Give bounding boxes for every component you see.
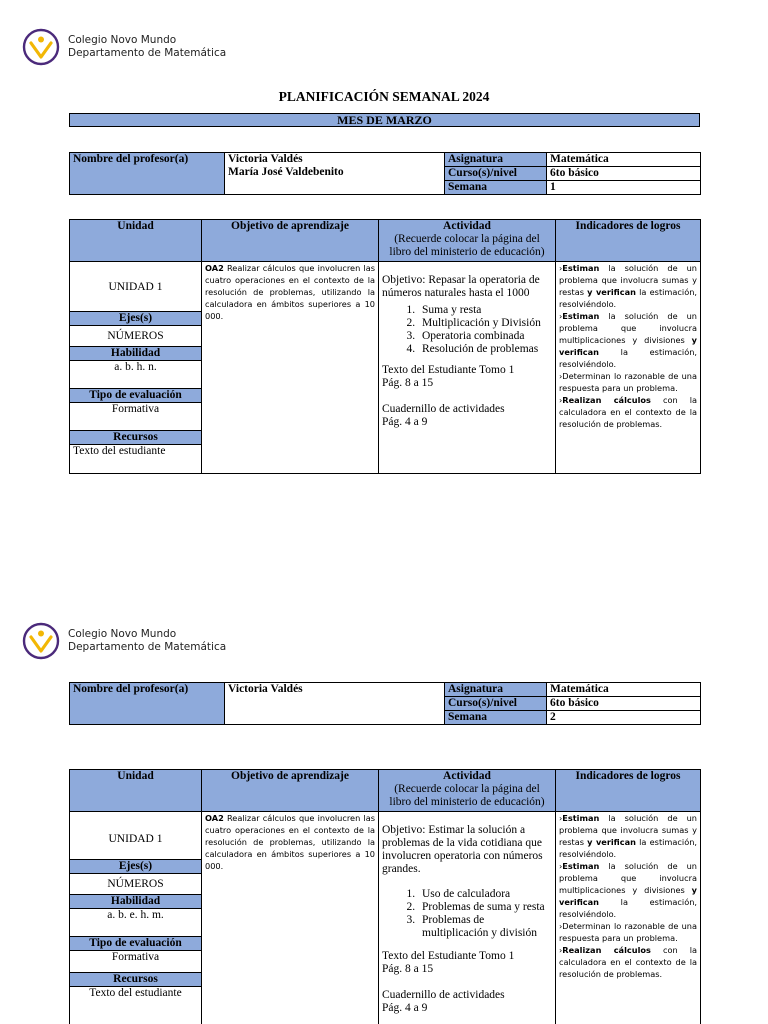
- unit-cell: [70, 262, 202, 474]
- department-name: Departamento de Matemática: [68, 47, 227, 59]
- skill-label: Habilidad: [70, 895, 201, 909]
- indicator-item: ›Estiman la solución de un problema que involucra multiplicaciones y divisiones y verifican la estimación, resolviéndolo.: [559, 311, 697, 369]
- list-item: 2. Multiplicación y División: [418, 317, 552, 330]
- workbook-pages: Pág. 4 a 9: [382, 1002, 428, 1014]
- indicators-header: Indicadores de logros: [556, 770, 701, 812]
- axes-label: Ejes(s): [70, 860, 201, 874]
- objective-cell: [202, 812, 379, 1024]
- week-label: Semana: [445, 711, 547, 725]
- objective-header: Objetivo de aprendizaje: [202, 220, 379, 262]
- teacher-label: Nombre del profesor(a): [70, 153, 225, 195]
- eval-value: Formativa: [70, 951, 201, 973]
- month-bar: MES DE MARZO: [69, 113, 700, 127]
- book-ref: Texto del Estudiante Tomo 1: [382, 950, 515, 962]
- planning-table: [69, 769, 701, 1024]
- resources-label: Recursos: [70, 431, 201, 445]
- activity-objective: Objetivo: Estimar la solución a problemas de la vida cotidiana que involucren operatoria con números grandes.: [382, 824, 543, 875]
- subject-label: Asignatura: [445, 153, 547, 167]
- indicator-item: ›Estiman la solución de un problema que involucra sumas y restas y verifican la estimación, resolviéndolo.: [559, 263, 697, 309]
- subject-value: Matemática: [547, 683, 701, 697]
- list-item: 4. Resolución de problemas: [418, 343, 552, 356]
- subject-value: Matemática: [547, 153, 701, 167]
- indicator-item: ›Realizan cálculos con la calculadora en el contexto de la resolución de problemas.: [559, 395, 698, 429]
- indicators-header: Indicadores de logros: [556, 220, 701, 262]
- list-item: 1. Uso de calculadora: [418, 888, 552, 901]
- week-value: 2: [547, 711, 701, 725]
- indicator-item: ›Determinan lo razonable de una respuesta para un problema.: [559, 371, 697, 393]
- indicator-item: ›Estiman la solución de un problema que involucra sumas y restas y verifican la estimación, resolviéndolo.: [559, 813, 697, 859]
- teacher-names: Victoria Valdés María José Valdebenito: [225, 153, 445, 195]
- indicators-cell: [556, 812, 701, 1024]
- skill-value: a. b. h. n.: [70, 361, 201, 389]
- activity-header: Actividad (Recuerde colocar la página del libro del ministerio de educación): [379, 770, 556, 812]
- course-value: 6to básico: [547, 697, 701, 711]
- week-label: Semana: [445, 181, 547, 195]
- axes-label: Ejes(s): [70, 312, 201, 326]
- school-header: [22, 28, 322, 68]
- resources-value: Texto del estudiante: [89, 987, 182, 999]
- oa-text: Realizar cálculos que involucren las cuatro operaciones en el contexto de la resolución de problemas, utilizando la calculadora en ámbitos superiores a 10 000.: [205, 263, 375, 321]
- week-value: 1: [547, 181, 701, 195]
- school-header: [22, 622, 322, 662]
- list-item: 3. Problemas de multiplicación y división: [418, 914, 552, 940]
- unit-cell: [70, 812, 202, 1024]
- axis-value: NÚMEROS: [70, 874, 201, 895]
- school-logo-icon: [22, 28, 60, 66]
- unit-header: Unidad: [70, 770, 202, 812]
- workbook-pages: Pág. 4 a 9: [382, 416, 428, 428]
- list-item: 3. Operatoria combinada: [418, 330, 552, 343]
- activity-header: Actividad (Recuerde colocar la página del libro del ministerio de educación): [379, 220, 556, 262]
- school-name: Colegio Novo Mundo: [68, 628, 177, 640]
- school-logo-icon: [22, 622, 60, 660]
- objective-cell: [202, 262, 379, 474]
- indicators-cell: [556, 262, 701, 474]
- eval-label: Tipo de evaluación: [70, 389, 201, 403]
- teacher-info-table: [69, 152, 701, 195]
- book-pages: Pág. 8 a 15: [382, 377, 434, 389]
- teacher-label: Nombre del profesor(a): [70, 683, 225, 725]
- indicator-item: ›Determinan lo razonable de una respuesta para un problema.: [559, 921, 697, 943]
- workbook-ref: Cuadernillo de actividades: [382, 989, 505, 1001]
- department-name: Departamento de Matemática: [68, 641, 227, 653]
- planning-table: [69, 219, 701, 474]
- teacher-info-table: [69, 682, 701, 725]
- list-item: 2. Problemas de suma y resta: [418, 901, 552, 914]
- course-label: Curso(s)/nivel: [445, 697, 547, 711]
- activity-objective: Objetivo: Repasar la operatoria de números naturales hasta el 1000: [382, 274, 540, 299]
- unit-name: UNIDAD 1: [70, 262, 201, 312]
- oa-code: OA2: [205, 813, 224, 823]
- teacher-names: Victoria Valdés: [225, 683, 445, 725]
- list-item: 1. Suma y resta: [418, 304, 552, 317]
- activity-cell: [379, 262, 556, 474]
- oa-code: OA2: [205, 263, 224, 273]
- unit-name: UNIDAD 1: [70, 812, 201, 860]
- course-label: Curso(s)/nivel: [445, 167, 547, 181]
- book-pages: Pág. 8 a 15: [382, 963, 434, 975]
- skill-label: Habilidad: [70, 347, 201, 361]
- activity-list: [382, 888, 552, 940]
- oa-text: Realizar cálculos que involucren las cuatro operaciones en el contexto de la resolución de problemas, utilizando la calculadora en ámbitos superiores a 10 000.: [205, 813, 375, 871]
- indicator-item: ›Realizan cálculos con la calculadora en el contexto de la resolución de problemas.: [559, 945, 698, 979]
- page-title: PLANIFICACIÓN SEMANAL 2024: [278, 89, 490, 104]
- objective-header: Objetivo de aprendizaje: [202, 770, 379, 812]
- resources-value: Texto del estudiante: [73, 445, 166, 457]
- eval-value: Formativa: [70, 403, 201, 431]
- activity-list: [382, 304, 552, 356]
- axis-value: NÚMEROS: [70, 326, 201, 347]
- book-ref: Texto del Estudiante Tomo 1: [382, 364, 515, 376]
- subject-label: Asignatura: [445, 683, 547, 697]
- course-value: 6to básico: [547, 167, 701, 181]
- indicator-item: ›Estiman la solución de un problema que involucra multiplicaciones y divisiones y verifican la estimación, resolviéndolo.: [559, 861, 697, 919]
- school-name: Colegio Novo Mundo: [68, 34, 177, 46]
- resources-label: Recursos: [70, 973, 201, 987]
- eval-label: Tipo de evaluación: [70, 937, 201, 951]
- unit-header: Unidad: [70, 220, 202, 262]
- workbook-ref: Cuadernillo de actividades: [382, 403, 505, 415]
- activity-cell: [379, 812, 556, 1024]
- skill-value: a. b. e. h. m.: [70, 909, 201, 937]
